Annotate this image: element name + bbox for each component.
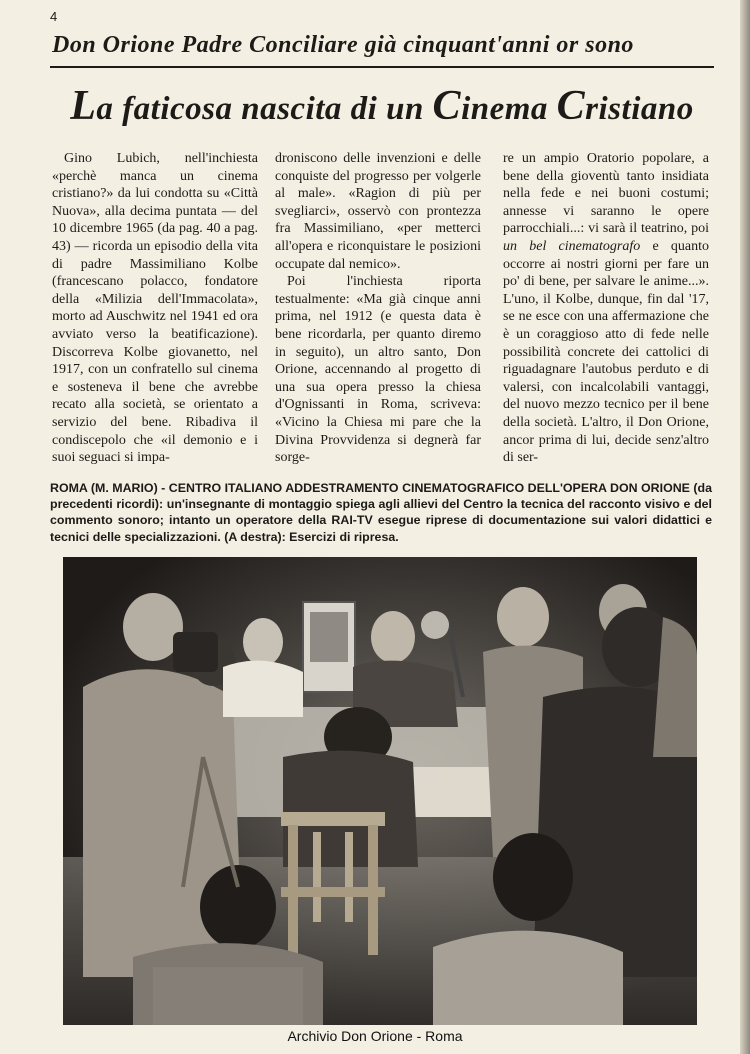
article-column-2 bbox=[275, 150, 481, 468]
headline-part-3: ristiano bbox=[585, 91, 694, 127]
paragraph bbox=[503, 150, 709, 467]
text-run: re un ampio Oratorio popolare, a bene della gioventù tanto insidiata nella fede e nei buoni costumi; annesse vi saranno le opere parrocchiali...: vi sarà il teatrino, poi bbox=[503, 151, 709, 237]
paragraph: droniscono delle invenzioni e delle conquiste del progresso per volgerle al male». «Ragion di più per svegliarci», osservò con prontezza fra Massimiliano, «per metterci all'opera e riconquistare le posizioni occupate dal nemico». bbox=[275, 151, 481, 272]
headline-initial-c1: C bbox=[432, 83, 462, 129]
article-column-1 bbox=[52, 150, 258, 468]
headline-initial-c2: C bbox=[556, 83, 586, 129]
emphasis-text: un bel cinematografo bbox=[503, 238, 641, 254]
headline-part-1: a faticosa nascita di un bbox=[96, 91, 433, 127]
headline-part-2: inema bbox=[461, 91, 557, 127]
archive-credit: Archivio Don Orione - Roma bbox=[287, 1028, 463, 1044]
header-rule bbox=[50, 66, 714, 68]
article-body bbox=[52, 150, 712, 470]
headline-initial-l: L bbox=[70, 83, 97, 129]
page-number: 4 bbox=[50, 9, 58, 24]
photograph-film-school-class bbox=[63, 557, 697, 1025]
running-head: Don Orione Padre Conciliare già cinquant'anni or sono bbox=[52, 32, 634, 58]
article-headline bbox=[50, 82, 714, 130]
photo-illustration bbox=[63, 557, 697, 1025]
text-run: e quanto occorre ai nostri giorni per fare un po' di bene, per salvare le anime...». L'uno, il Kolbe, dunque, fin dal '17, se ne esce con una affermazione che è un coraggioso atto di fede nelle possibilità concrete dei cattolici di riguadagnare l'autobus perduto e di valersi, con incalcolabili vantaggi, del nuovo mezzo tecnico per il bene della società. L'altro, il Don Orione, ancor prima di lui, decide senz'altro di ser- bbox=[503, 238, 709, 466]
photo-caption: ROMA (M. MARIO) - CENTRO ITALIANO ADDESTRAMENTO CINEMATOGRAFICO DELL'OPERA DON ORIONE (da precedenti ricordi): un'insegnante di montaggio spiega agli allievi del Centro la tecnica del racconto visivo e del commento sonoro; intanto un operatore della RAI-TV esegue riprese di documentazione sui valori didattici e tecnici delle specializzazioni. (A destra): Esercizi di ripresa. bbox=[50, 481, 712, 544]
paragraph: Gino Lubich, nell'inchiesta «perchè manca un cinema cristiano?» da lui condotta su «Città Nuova», alla decima puntata — del 10 dicembre 1965 (da pag. 40 a pag. 43) — ricorda un episodio della vita di padre Massimiliano Kolbe (francescano polacco, fondatore della «Milizia dell'Immacolata», morto ad Auschwitz nel 1941 ed ora avviato verso la beatificazione). Discorreva Kolbe giovanetto, nel 1917, con un confratello sul cinema e sosteneva il bene che avrebbe recato alla società, se orientato a servizio del bene. Ribadiva il condiscepolo che «il demonio e i suoi seguaci si impa- bbox=[52, 151, 258, 466]
paragraph: Poi l'inchiesta riporta testualmente: «Ma già cinque anni prima, nel 1912 (e questa data è bene ricordarla, per quanto diremo in seguito), un altro santo, Don Orione, accennando al progetto di una sua opera presso la chiesa d'Ognissanti in Roma, scriveva: «Vicino la Chiesa mi pare che la Divina Provvidenza si degnerà far sorge- bbox=[275, 274, 481, 466]
page-edge-shadow bbox=[740, 0, 750, 1054]
article-column-3 bbox=[503, 150, 709, 468]
